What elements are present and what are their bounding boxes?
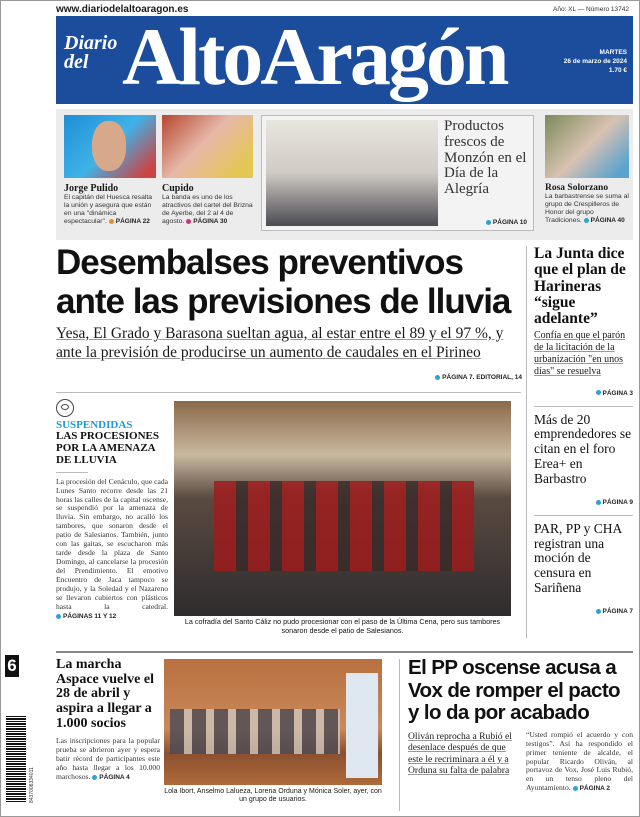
logo-title: AltoAragón [122, 16, 507, 102]
teaser-monzon[interactable] [261, 115, 534, 231]
logo-diario: Diario [64, 32, 118, 54]
barcode-digits: 8437008334011 [29, 767, 35, 803]
procesiones-headline[interactable]: LAS PROCESIONES POR LA AMENAZA DE LLUVIA [56, 430, 160, 466]
pp-headline[interactable]: El PP oscense acusa a Vox de romper el pacto y lo da por acabado [408, 656, 620, 725]
aspace-headline[interactable]: La marcha Aspace vuelve el 28 de abril y aspira a llegar a 1.000 socios [56, 657, 154, 731]
sidebar [534, 246, 633, 618]
story-subhead: Confía en que el parón de la licitación de la urbanización "en unos días" se resuelva [534, 330, 626, 377]
article-body: Las inscripciones para la popular prueba se abrieron ayer y espera batir récord de participantes este año hasta llegar a los 10.000 marchosos. [56, 736, 160, 782]
teaser-text: La banda es uno de los atractivos del cartel del Brizna de Ayerbe, del 2 al 4 de agosto. [162, 194, 253, 226]
divider [534, 406, 633, 407]
column-divider [399, 659, 400, 811]
sidebar-story-harineras[interactable] [534, 246, 633, 400]
article-body: La procesión del Cenáculo, que cada Lunes Santo recorre desde las 21 horas las calles de la capital oscense, se suspendió por la amenaza de lluvia. Sin embargo, no acalló los tambores, que sonaron desde el patio de Salesianos. También, junto con las gaitas, se escucharon más tarde desde la plaza de Santo Domingo, al cancelarse la procesión del Prendimiento. El emotivo Encuentro de Jaca tampoco se produjo, y la Soledad y el Nazareno se llevaron cubiertos con plásticos hasta la catedral. [56, 476, 168, 611]
teaser-title: Cupido [162, 183, 194, 194]
divider [56, 392, 521, 393]
teaser-jorge[interactable] [64, 115, 156, 227]
column-divider [526, 246, 527, 638]
sidebar-story-sarinena[interactable] [534, 522, 633, 618]
page-ref: PÁGINA 22 [115, 218, 150, 226]
teaser-cupido[interactable] [162, 115, 253, 227]
story-headline: PAR, PP y CHA registran una moción de censura en Sariñena [534, 520, 622, 596]
kicker: SUSPENDIDAS [56, 419, 133, 431]
logo-small [64, 34, 117, 72]
lead-headline[interactable]: Desembalses preventivos ante las previsiones de lluvia [56, 243, 511, 321]
price: 1.70 € [608, 67, 627, 75]
story-headline: Más de 20 emprendedores se citan en el foro Erea+ en Barbastro [534, 411, 632, 486]
teaser-title: Productos frescos de Monzón en el Día de la Alegría [444, 118, 527, 197]
teaser-rosa[interactable] [545, 115, 629, 226]
teaser-title: Rosa Solorzano [545, 183, 609, 193]
page-ref: PÁGINAS 11 Y 12 [63, 612, 117, 620]
page-ref: PÁGINA 7 [602, 607, 633, 615]
article-body: “Usted rompió el acuerdo y con testigos”. Así ha respondido el primer teniente de alcalde, el popular Ricardo Oliván, al portavoz de Vox, José Luis Rubió, en un tenso pleno del Ayuntamiento. [526, 729, 633, 793]
section-number: 6 [5, 655, 19, 677]
teaser-photo [64, 115, 156, 178]
lead-story [56, 244, 522, 384]
photo-caption: La cofradía del Santo Cáliz no pudo procesionar con el paso de la Última Cena, pero sus tambores sonaron desde el patio de Salesianos. [184, 617, 501, 635]
page-ref: PÁGINA 4 [99, 774, 130, 782]
story-headline: La Junta dice que el plan de Harineras “sigue adelante” [534, 245, 626, 328]
procession-photo [174, 401, 511, 616]
divider [56, 472, 88, 473]
page-ref: PÁGINA 9 [602, 498, 633, 506]
sidebar-story-erea[interactable] [534, 413, 633, 509]
aspace-story [56, 658, 160, 782]
pp-subhead: Oliván reprocha a Rubió el desenlace después de que este le recriminara a él y a Orduna su falta de palabra [408, 730, 512, 777]
divider [534, 515, 633, 516]
page-ref: PÁGINA 10 [492, 219, 527, 226]
teaser-text: El capitán del Huesca resalta la unión y asegura que están en una "dinámica espectacular". [64, 194, 153, 226]
page-ref: PÁGINA 3 [602, 389, 633, 397]
teaser-photo [162, 115, 253, 178]
page-ref: PÁGINA 7. EDITORIAL, 14 [442, 374, 522, 382]
pp-story [408, 657, 633, 793]
page-ref: PÁGINA 40 [590, 217, 625, 225]
teaser-photo [545, 115, 629, 178]
issue-number: Año: XL — Número 13742 [553, 6, 629, 13]
teaser-photo [266, 120, 438, 226]
aspace-photo [164, 659, 382, 785]
procesiones-story [56, 399, 168, 621]
date-box [564, 48, 627, 75]
logo-del: del [64, 51, 89, 73]
masthead [56, 16, 633, 104]
teaser-text: La barbastrense se suma al grupo de Crespilleros de Honor del grupo Tradiciones. [545, 193, 629, 225]
barcode [6, 716, 26, 802]
lead-subhead: Yesa, El Grado y Barasona sueltan agua, al estar entre el 89 y el 97 %, y ante la previsión de producirse un aumento de caudales en el Pirineo [56, 325, 504, 361]
eye-icon [56, 399, 74, 417]
weekday: MARTES [599, 49, 627, 56]
date: 26 de marzo de 2024 [563, 58, 627, 66]
page-ref: PÁGINA 2 [579, 785, 611, 793]
section-divider [56, 651, 633, 653]
page-ref: PÁGINA 30 [193, 218, 228, 226]
site-url[interactable]: www.diariodelaltoaragon.es [56, 4, 189, 15]
photo-caption: Lola Ibort, Anselmo Lalueza, Lorena Orduna y Mónica Soler, ayer, con un grupo de usuarios. [164, 788, 382, 804]
teaser-title: Jorge Pulido [64, 183, 119, 194]
